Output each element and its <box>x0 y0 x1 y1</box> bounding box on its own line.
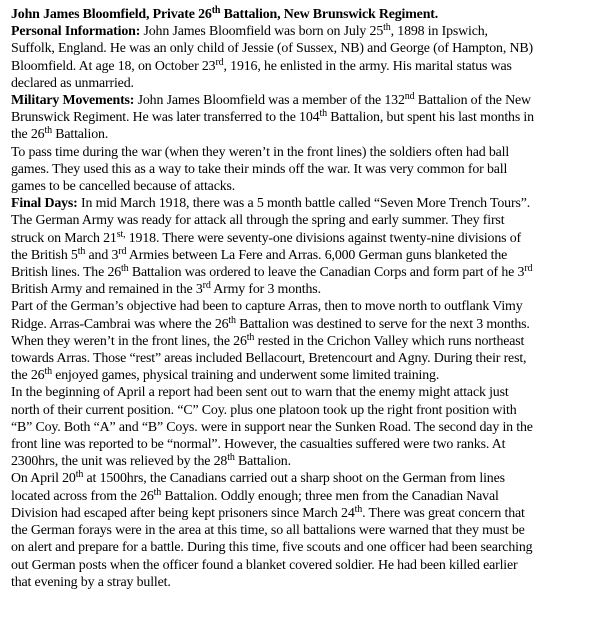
text-fragment: Armies between La Fere and Arras. 6,000 German guns blanketed the <box>126 247 508 263</box>
text-line <box>11 23 593 40</box>
text-fragment: In mid March 1918, there was a 5 month battle called “Seven More Trench Tours”. <box>77 196 531 212</box>
military-movements-section <box>11 92 593 195</box>
superscript: rd <box>215 56 224 68</box>
text-fragment: Army for 3 months. <box>210 282 321 298</box>
text-fragment: Battalion. <box>51 127 109 143</box>
superscript: th <box>319 108 327 120</box>
text-fragment: Battalion of the New <box>414 93 531 109</box>
text-line: games to be cancelled because of attacks. <box>11 179 236 195</box>
superscript: th <box>121 263 129 275</box>
text-line <box>11 333 593 350</box>
text-line: north of their current position. “C” Coy. plus one platoon took up the right front position with <box>11 402 517 418</box>
superscript: th <box>44 125 52 137</box>
title-text-end: Battalion, New Brunswick Regiment. <box>220 7 439 22</box>
text-fragment: British lines. The 26 <box>11 265 122 281</box>
text-fragment: 1918. There were seventy-one divisions against twenty-nine divisions of <box>125 230 521 246</box>
text-fragment: located across from the 26 <box>11 488 154 504</box>
text-line <box>11 264 593 281</box>
text-fragment: Battalion, but spent his last months in <box>326 110 534 126</box>
superscript: rd <box>202 280 211 292</box>
text-line: “B” Coy. Both “A” and “B” Coys. were in support near the Sunken Road. The second day in the <box>11 419 533 435</box>
personal-information-section <box>11 23 593 92</box>
text-line <box>11 505 593 522</box>
text-line: declared as unmarried. <box>11 75 134 91</box>
superscript: rd <box>524 263 533 275</box>
text-fragment: struck on March 21 <box>11 230 117 246</box>
personal-information-label: Personal Information: <box>11 24 141 40</box>
document-title <box>11 6 593 23</box>
text-line <box>11 58 593 75</box>
text-fragment: 2300hrs, the unit was relieved by the 28 <box>11 454 228 470</box>
text-line <box>11 195 593 212</box>
text-line <box>11 109 593 126</box>
text-fragment: Battalion. Oddly enough; three men from the Canadian Naval <box>161 488 499 504</box>
text-fragment: , 1898 in Ipswich, <box>390 24 488 40</box>
text-line: that evening by a stray bullet. <box>11 574 171 590</box>
text-line: the German forays were in the area at this time, so all battalions were warned that they must be <box>11 523 525 539</box>
superscript: rd <box>118 245 127 257</box>
final-days-label: Final Days: <box>11 196 78 212</box>
text-line: Suffolk, England. He was an only child of Jessie (of Sussex, NB) and George (of Hampton, NB) <box>11 41 533 57</box>
text-line <box>11 316 593 333</box>
superscript: th <box>44 366 52 378</box>
text-line: front line was reported to be “normal”. However, the casualties suffered were two ranks. At <box>11 437 506 453</box>
text-fragment: On April 20 <box>11 471 76 487</box>
text-fragment: John James Bloomfield was born on July 25 <box>140 24 384 40</box>
text-line <box>11 247 593 264</box>
superscript: th <box>153 486 162 498</box>
text-fragment: and 3 <box>85 247 119 263</box>
text-fragment: the 26 <box>11 368 45 384</box>
text-fragment: British Army and remained in the 3 <box>11 282 203 298</box>
text-fragment: Bloomfield. At age 18, on October 23 <box>11 58 216 74</box>
superscript: th <box>75 469 84 481</box>
text-fragment: . There was great concern that <box>362 505 525 521</box>
superscript: th <box>246 331 255 343</box>
text-fragment: John James Bloomfield was a member of the 132 <box>134 93 405 109</box>
military-movements-label: Military Movements: <box>11 93 135 109</box>
text-line: In the beginning of April a report had been sent out to warn that the enemy might attack just <box>11 385 509 401</box>
text-fragment: the British 5 <box>11 247 78 263</box>
superscript: nd <box>404 91 415 103</box>
text-fragment: Battalion was destined to serve for the next 3 months. <box>235 316 530 332</box>
superscript: th <box>354 503 363 515</box>
superscript: th <box>227 452 235 464</box>
text-line: The German Army was ready for attack all through the spring and early summer. They first <box>11 213 505 229</box>
text-fragment: Battalion was ordered to leave the Canadian Corps and form part of he 3 <box>128 265 525 281</box>
text-fragment: Ridge. Arras-Cambrai was where the 26 <box>11 316 229 332</box>
document-body <box>11 6 593 591</box>
text-fragment: When they weren’t in the front lines, the 26 <box>11 333 247 349</box>
text-fragment: Division had escaped after being kept prisoners since March 24 <box>11 505 355 521</box>
superscript: th <box>77 245 86 257</box>
text-fragment: Brunswick Regiment. He was later transferred to the 104 <box>11 110 320 126</box>
text-fragment: the 26 <box>11 127 45 143</box>
final-days-section <box>11 195 593 591</box>
text-line <box>11 453 593 470</box>
text-line <box>11 470 593 487</box>
text-line: Part of the German’s objective had been to capture Arras, then to move north to outflank Vimy <box>11 299 523 315</box>
text-line: towards Arras. Those “rest” areas included Bellacourt, Bretencourt and Agny. During their rest, <box>11 351 527 367</box>
text-fragment: at 1500hrs, the Canadians carried out a sharp shoot on the German from lines <box>83 471 505 487</box>
text-fragment: Battalion. <box>234 454 291 470</box>
text-fragment: enjoyed games, physical training and underwent some limited training. <box>51 368 440 384</box>
superscript: th <box>383 22 391 34</box>
text-line <box>11 230 593 247</box>
text-fragment: rested in the Crichon Valley which runs northeast <box>254 333 525 349</box>
text-fragment: , 1916, he enlisted in the army. His marital status was <box>223 58 512 74</box>
title-text: John James Bloomfield, Private 26 <box>11 7 212 22</box>
text-line <box>11 92 593 109</box>
superscript: th <box>228 314 236 326</box>
text-line <box>11 281 593 298</box>
text-line <box>11 367 593 384</box>
title-superscript: th <box>211 5 221 16</box>
superscript: st, <box>116 228 126 240</box>
text-line: To pass time during the war (when they weren’t in the front lines) the soldiers often had ball <box>11 144 510 160</box>
text-line <box>11 488 593 505</box>
text-line: games. They used this as a way to take their minds off the war. It was very common for ball <box>11 161 508 177</box>
text-line <box>11 126 593 143</box>
text-line: out German posts when the officer found a blanket covered soldier. He had been killed earlier <box>11 557 518 573</box>
text-line: on alert and prepare for a battle. During this time, five scouts and one officer had been searching <box>11 540 533 556</box>
